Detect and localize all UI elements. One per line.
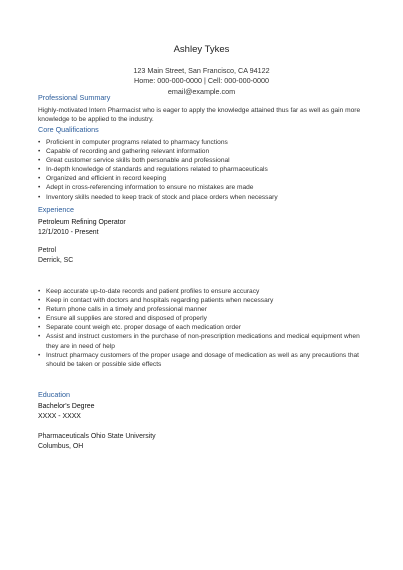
list-item: • Capable of recording and gathering relevant information	[38, 147, 368, 156]
list-item: • Separate count weigh etc. proper dosage of each medication order	[38, 323, 368, 332]
job-dates: 12/1/2010 - Present	[38, 228, 99, 236]
list-item: • Instruct pharmacy customers of the proper usage and dosage of medication as well as any precautions that should be taken or possible side effects	[38, 351, 368, 369]
school-block	[38, 432, 156, 452]
email[interactable]: email@example.com	[167, 86, 236, 96]
list-item: • Great customer service skills both personable and professional	[38, 156, 368, 165]
job-block	[38, 218, 126, 238]
summary-heading: Professional Summary	[38, 93, 111, 102]
candidate-name: Ashley Tykes	[173, 44, 230, 55]
summary-text: Highly-motivated Intern Pharmacist who is eager to apply the knowledge attained thus far as well as gain more knowledge to be applied to the industry.	[38, 107, 361, 123]
employer-name: Petrol	[38, 247, 57, 254]
employer-location: Derrick, SC	[38, 256, 74, 264]
experience-list	[38, 287, 368, 369]
list-item: • Organized and efficient in record keeping	[38, 174, 368, 183]
list-item: • Adept in cross-referencing information to ensure no mistakes are made	[38, 183, 368, 192]
list-item: • Keep in contact with doctors and hospitals regarding patients when necessary	[38, 296, 368, 305]
list-item: • Keep accurate up-to-date records and patient profiles to ensure accuracy	[38, 287, 368, 296]
degree-name: Bachelor's Degree	[38, 403, 95, 410]
list-item: • Return phone calls in a timely and professional manner	[38, 305, 368, 314]
list-item: • In-depth knowledge of standards and regulations related to pharmaceuticals	[38, 165, 368, 174]
education-heading: Education	[38, 390, 70, 399]
qualifications-list	[38, 138, 368, 202]
list-item: • Assist and instruct customers in the purchase of non-prescription medications and medical equipment when they are in need of help	[38, 332, 368, 350]
list-item: • Proficient in computer programs related to pharmacy functions	[38, 138, 368, 147]
address: 123 Main Street, San Francisco, CA 94122	[133, 66, 270, 75]
employer-block	[38, 246, 73, 266]
phone-numbers: Home: 000-000-0000 | Cell: 000-000-0000	[134, 76, 269, 86]
qualifications-heading: Core Qualifications	[38, 125, 99, 134]
degree-dates: XXXX - XXXX	[38, 412, 81, 420]
school-location: Columbus, OH	[38, 442, 84, 450]
school-name: Pharmaceuticals Ohio State University	[38, 433, 156, 440]
list-item: • Ensure all supplies are stored and disposed of properly	[38, 314, 368, 323]
degree-block	[38, 402, 94, 422]
experience-heading: Experience	[38, 205, 74, 214]
job-title: Petroleum Refining Operator	[38, 219, 126, 226]
list-item: • Inventory skills needed to keep track of stock and place orders when necessary	[38, 193, 368, 202]
